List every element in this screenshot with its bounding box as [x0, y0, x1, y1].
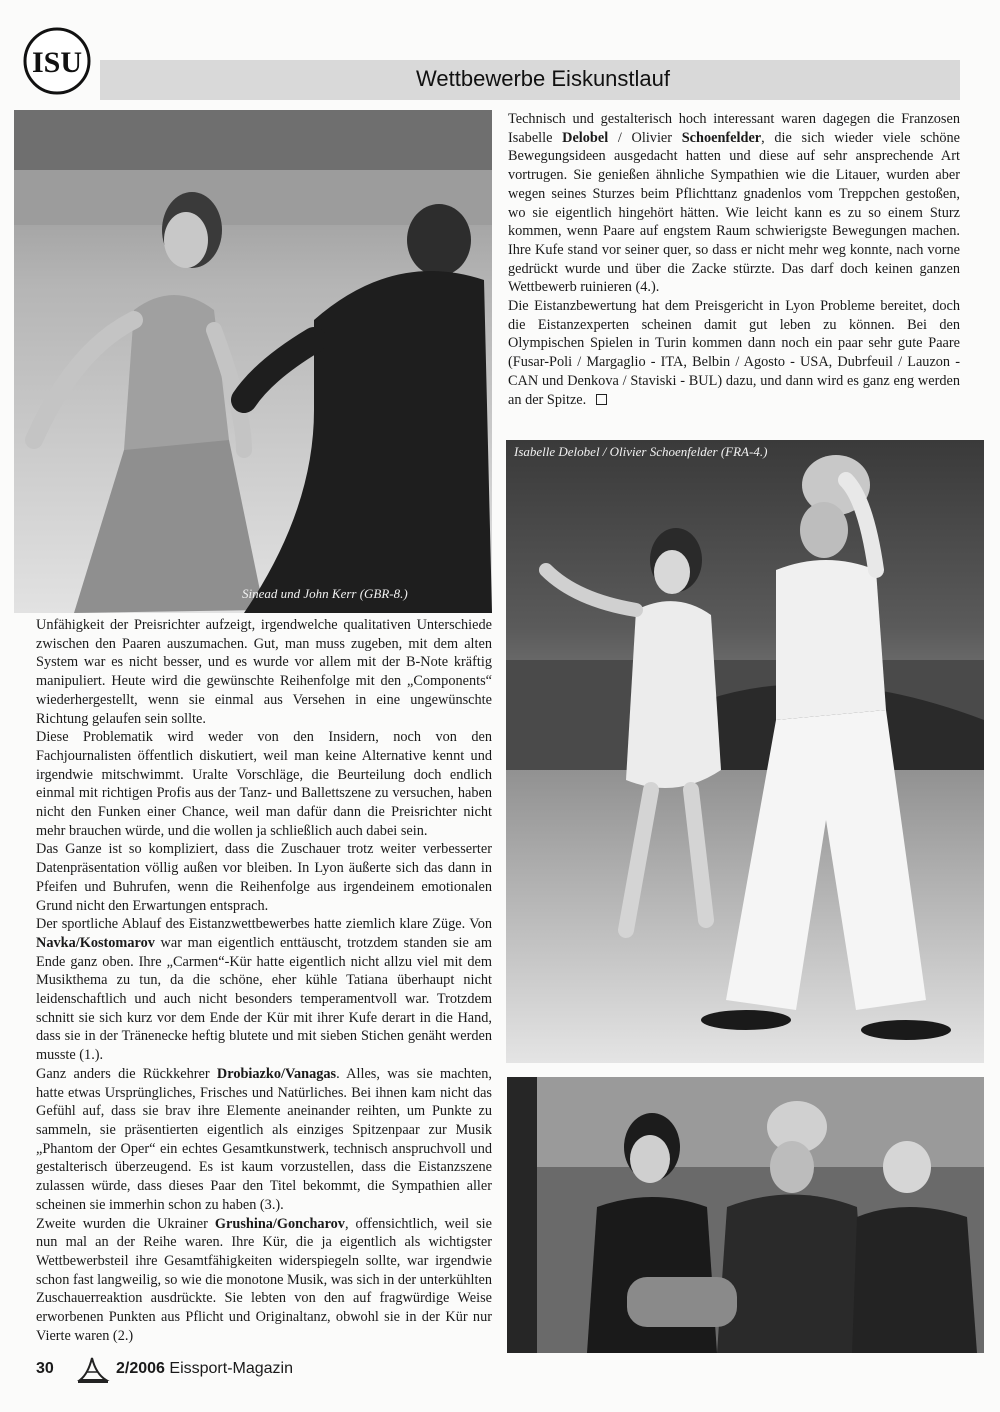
page-number: 30 — [36, 1360, 54, 1377]
photo-delobel-schoenfelder — [506, 440, 984, 1063]
photo-kiss-and-cry — [507, 1077, 984, 1353]
photo-caption-kerr: Sinead und John Kerr (GBR-8.) — [242, 586, 408, 601]
paragraph: Der sportliche Ablauf des Eistanzwettbewerbes hatte ziemlich klare Züge. Von Navka/Kostomarov war man eigentlich enttäuscht, trotzdem standen sie am Ende ganz oben. Ihre „Carmen“-Kür hatte eigentlich nicht allzu viel mit dem Musikthema zu tun, da die schöne, eher kühle Tatiana überhaupt nicht leidenschaftlich und auch nicht besonders temperamentvoll war. Trotzdem schnitt sie sich kurz vor dem Ende der Kür mit ihrer Kufe derart in die Hand, dass sie in der Tränenecke heftig blutete und mit sieben Stichen genäht werden musste (1.). — [36, 916, 492, 1064]
isu-logo — [22, 26, 92, 96]
page-footer — [36, 1360, 293, 1378]
magazine-name: Eissport-Magazin — [169, 1360, 293, 1377]
photo-caption-delobel: Isabelle Delobel / Olivier Schoenfelder (FRA-4.) — [514, 444, 768, 459]
photo-kerr — [14, 110, 492, 613]
issue-number: 2/2006 — [116, 1360, 165, 1377]
section-title: Wettbewerbe Eiskunstlauf — [416, 66, 670, 91]
magazine-logo-icon — [76, 1354, 110, 1384]
logo-text: ISU — [31, 46, 83, 79]
paragraph: Technisch und gestalterisch hoch interessant waren dagegen die Franzosen Isabelle Delobel / Olivier Schoenfelder, die sich wieder viele schöne Bewegungsideen ausgedacht hatten und diese auf sehr ansprechende Art vortrugen. Sie genießen ähnliche Sympathien wie die Litauer, wurden aber wegen seines Sturzes beim Pflichttanz gnadenlos vom Treppchen gestoßen, wo sie eigentlich hingehört hätten. Wie leicht kann es zu so einem Sturz kommen, wenn Paare auf engstem Raum schwierigste Bewegungen machen. Ihre Kufe stand vor seiner quer, so dass er nicht mehr weg konnte, nach vorne gedrückt wurde und über die Zacke stürzte. Das darf doch keinen ganzen Wettbewerb ruinieren (4.). — [508, 111, 960, 296]
paragraph: Das Ganze ist so kompliziert, dass die Zuschauer trotz weiter verbesserter Datenpräsentation völlig außen vor bleiben. In Lyon äußerte sich das dann in Pfeifen und Buhrufen, wenn die Reihenfolge aus irgendeinem emotionalen Grund nicht den Erwartungen entsprach. — [36, 841, 492, 914]
right-column-text — [508, 110, 960, 409]
paragraph: Diese Problematik wird weder von den Insidern, noch von den Fachjournalisten öffentlich diskutiert, weil man keine Alternative kennt und irgendwie mitschwimmt. Uralte Vorschläge, die Beurteilung doch endlich einmal mit richtigen Profis aus der Tanz- und Ballettszene zu versuchen, haben nicht den Funken einer Chance, weil man dafür dann die Preisrichter nicht mehr brauchen würde, und die wollen ja schließlich auch dabei sein. — [36, 729, 492, 839]
paragraph: Zweite wurden die Ukrainer Grushina/Goncharov, offensichtlich, weil sie nun mal an der Reihe waren. Ihre Kür, die ja eigentlich als wichtigster Wettbewerbsteil ihre Gesamtfähigkeiten widerspiegeln sollte, war irgendwie schon fast langweilig, so wie die monotone Musik, was sich in der unterkühlten Zuschauerreaktion ausdrückte. Sie lebten von den auf fragwürdige Weise erworbenen Punkten aus Pflicht und Originaltanz, obwohl sie in der Kür nur Vierte waren (2.) — [36, 1215, 492, 1344]
paragraph: Unfähigkeit der Preisrichter aufzeigt, irgendwelche qualitativen Unterschiede zwischen den Paaren auszumachen. Gut, man muss zugeben, mit dem alten System war es nicht besser, und es wurde vor allem mit der B-Note kräftig manipuliert. Heute wird die gewünschte Reihenfolge mit den „Components“ wiederhergestellt, wenn sie einmal aus Versehen in eine ungewünschte Richtung gelaufen sein sollte. — [36, 617, 492, 727]
left-column-text — [36, 616, 492, 1345]
paragraph: Ganz anders die Rückkehrer Drobiazko/Vanagas. Alles, was sie machten, hatte etwas Ursprüngliches, Frisches und Natürliches. Bei ihnen kam nicht das Gefühl auf, dass sie brav ihre Elemente aneinander reihten, um Punkte zu sammeln, sie präsentierten eigentlich als einziges Spitzenpaar zur Musik „Phantom der Oper“ ein echtes Gesamtkunstwerk, technisch anspruchvoll und gestalterisch überzeugend. Es ist kaum vorzustellen, dass die Eistanzszene zulassen würde, dass dieses Paar den Titel bekommt, die Sympathien aller scheinen sie immerhin schon zu haben (3.). — [36, 1065, 492, 1213]
end-of-article-mark — [596, 394, 607, 405]
paragraph: Die Eistanzbewertung hat dem Preisgericht in Lyon Probleme bereitet, doch die Eistanzexperten scheinen damit gut leben zu können. Bei den Olympischen Spielen in Turin kommen dann noch ein paar sehr gute Paare (Fusar-Poli / Margaglio - ITA, Belbin / Agosto - USA, Dubrfeuil / Lauzon - CAN und Denkova / Staviski - BUL) dazu, und dann wird es ganz eng werden an der Spitze. — [508, 298, 960, 408]
